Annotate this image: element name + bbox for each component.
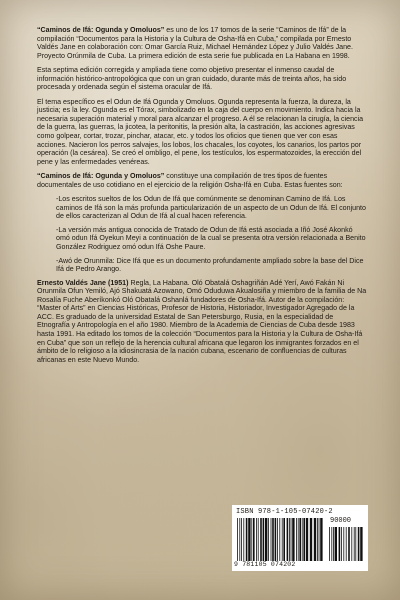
ean-barcode-bars bbox=[236, 518, 324, 561]
barcode-bar bbox=[287, 518, 289, 561]
barcode-bar bbox=[246, 518, 248, 561]
barcode-bar bbox=[272, 518, 274, 561]
source-item-tratado: -La versión más antigua conocida de Tratado de Odun de Ifá está asociada a Iñó José Akonkó omó odun Ifá Oyekun Meyi a continuación de la cual se presenta otra versión relacionada a Benito González Rodriguez omó odun Ifá Oshe Paure. bbox=[56, 225, 366, 252]
barcode-bar bbox=[292, 518, 294, 561]
isbn-barcode bbox=[232, 505, 368, 571]
barcode-bar bbox=[279, 518, 280, 561]
barcode-bar bbox=[243, 518, 244, 561]
barcode-bar bbox=[298, 518, 299, 561]
author-bio-text: Regla, La Habana. Oló Obatalá Oshagriñán Adé Yerí, Awó Fakán Ni Orunmila Ofun Yemiló, Ajó Shakuatá Azowano, Omó Oduduwa Akualosiña y miembro de la familia de Na Rosalía Fuche Aberíkonkó Oló Obatalá Oshanlá fundadores de Osha-Ifá. Autor de la compilación: “Master of Arts” en Ciencias Históricas, Profesor de Historia, Historiador, Investigador Agregado de la ACC. Es graduado de la universidad Estatal de San Petersburgo, Rusia, en la especialidad de Etnografía y Antropología en el año 1980. Miembro de la Academia de Ciencias de Cuba desde 1983 hasta 1991. Ha editado los tomos de la colección “Documentos para la Historia y la Cultura de Osha-Ifá en Cuba” que son un reflejo de la herencia cultural africana que legaron los inmigrantes forzados en el ámbito de lo religioso a la idiosincrasia de la nación cubana, escenario de confluencias de culturas africanas en este Nuevo Mundo. bbox=[37, 278, 367, 364]
barcode-bar bbox=[319, 518, 320, 561]
back-cover-text bbox=[37, 26, 367, 370]
barcode-bar bbox=[320, 518, 322, 561]
barcode-bar bbox=[302, 518, 303, 561]
barcode-bar bbox=[260, 518, 262, 561]
barcode-bar bbox=[306, 518, 308, 561]
book-title-bold-2: “Caminos de Ifá: Ogunda y Omoluos” bbox=[37, 172, 165, 181]
author-name-bold: Ernesto Valdés Jane (1951) bbox=[37, 278, 129, 287]
barcode-bar bbox=[251, 518, 252, 561]
barcode-bar bbox=[335, 527, 337, 561]
barcode-bar bbox=[291, 518, 292, 561]
barcode-bar bbox=[283, 518, 285, 561]
barcode-bar bbox=[333, 527, 334, 561]
barcode-bar bbox=[277, 518, 278, 561]
book-title-bold: “Caminos de Ifá: Ogunda y Omoluos” bbox=[37, 26, 165, 34]
source-item-awo: -Awó de Orunmila: Dice Ifá que es un documento profundamente ampliado sobre la base del Dice Ifá de Pedro Arango. bbox=[56, 256, 364, 274]
barcode-bar bbox=[331, 527, 332, 561]
barcode-bar bbox=[299, 518, 301, 561]
barcode-bar bbox=[351, 527, 352, 561]
barcode-bar bbox=[256, 518, 257, 561]
barcode-bar bbox=[237, 518, 238, 561]
price-barcode-bars bbox=[328, 527, 364, 561]
barcode-bar bbox=[239, 518, 240, 561]
theme-paragraph: El tema específico es el Odun de Ifá Ogunda y Omoluos. Ogunda representa la fuerza, la dureza, la justicia; es la ley. Ogunda es el Tórax, simbolizado en la caja del cuerpo en movimiento. Indica hacia la necesaria superación material y moral para alcanzar el progreso. A él se relacionan la cirugía, la ciencia de la guerra, las guerras, la jicotea, la peritonitis, la presión alta, la castración, las acciones agresivas como golpear, cortar, trozar, pinchar, atacar, etc. y todos los oficios que tienen que ver con esas acciones. Nacieron los perros salvajes, los lobos, los chacales, los coyotes, los canarios, los partos por operación (la cesárea). Se creó el ombligo, el pene, los testículos, los espermatozoides, la erección del pene y las enfermedades venéreas. bbox=[37, 97, 364, 166]
barcode-bar bbox=[354, 527, 355, 561]
barcode-bar bbox=[263, 518, 265, 561]
source-item-caminos: -Los escritos sueltos de los Odun de Ifá que comúnmente se denominan Camino de Ifá. Los caminos de Ifá son la más profunda particularización de un aspecto de un Odun de Ifá. El conjunto de ellos caracterizan al Odun de Ifá al cual hacen referencia. bbox=[56, 195, 366, 221]
barcode-bar bbox=[329, 527, 330, 561]
barcode-bar bbox=[303, 518, 305, 561]
isbn-label: ISBN 978-1-105-07420-2 bbox=[236, 508, 333, 516]
barcode-bar bbox=[258, 518, 259, 561]
barcode-bar bbox=[341, 527, 342, 561]
barcode-bar bbox=[346, 527, 347, 561]
barcode-bar bbox=[348, 527, 350, 561]
sources-intro-text: constituye una compilación de tres tipos de fuentes documentales de uso cotidiano en el ejercicio de la religión Osha-Ifá en Cuba. Estas fuentes son: bbox=[37, 172, 343, 189]
barcode-bar bbox=[268, 518, 269, 561]
barcode-bar bbox=[339, 527, 341, 561]
price-code: 90000 bbox=[330, 517, 352, 525]
barcode-bar bbox=[314, 518, 316, 561]
intro-text: es uno de los 17 tomos de la serie “Caminos de Ifá” de la compilación “Documentos para la Historia y la Cultura de Osha-Ifá en Cuba,” compilada por Ernesto Valdés Jane en colaboración con: Omar García Ruiz, Michael Hernández López y Julio Valdés Jane. Proyecto Orúnmila de Cuba. La primera edición de esta serie fue publicada en La Habana en 1998. bbox=[37, 26, 353, 60]
barcode-bar bbox=[271, 518, 272, 561]
barcode-bar bbox=[358, 527, 360, 561]
barcode-bar bbox=[265, 518, 267, 561]
barcode-bar bbox=[289, 518, 290, 561]
sources-intro-paragraph bbox=[37, 172, 367, 189]
barcode-bar bbox=[296, 518, 297, 561]
barcode-bar bbox=[317, 518, 318, 561]
barcode-bar bbox=[275, 518, 277, 561]
barcode-bar bbox=[355, 527, 356, 561]
barcode-bar bbox=[343, 527, 344, 561]
barcode-bar bbox=[360, 527, 362, 561]
barcode-digits: 9 781105 074202 bbox=[234, 561, 296, 568]
barcode-bar bbox=[310, 518, 312, 561]
barcode-bar bbox=[282, 518, 283, 561]
intro-paragraph bbox=[37, 26, 367, 60]
author-bio-paragraph bbox=[37, 279, 367, 364]
barcode-bar bbox=[248, 518, 250, 561]
barcode-bar bbox=[241, 518, 242, 561]
edition-paragraph: Esta septima edición corregida y ampliada tiene como objetivo presentar el inmenso caudal de información histórico-antropológica que con un gran cuidado, durante más de treinta años, ha sido procesada y ordenada según el sistema oracular de Ifá. bbox=[37, 66, 347, 92]
barcode-bar bbox=[253, 518, 255, 561]
